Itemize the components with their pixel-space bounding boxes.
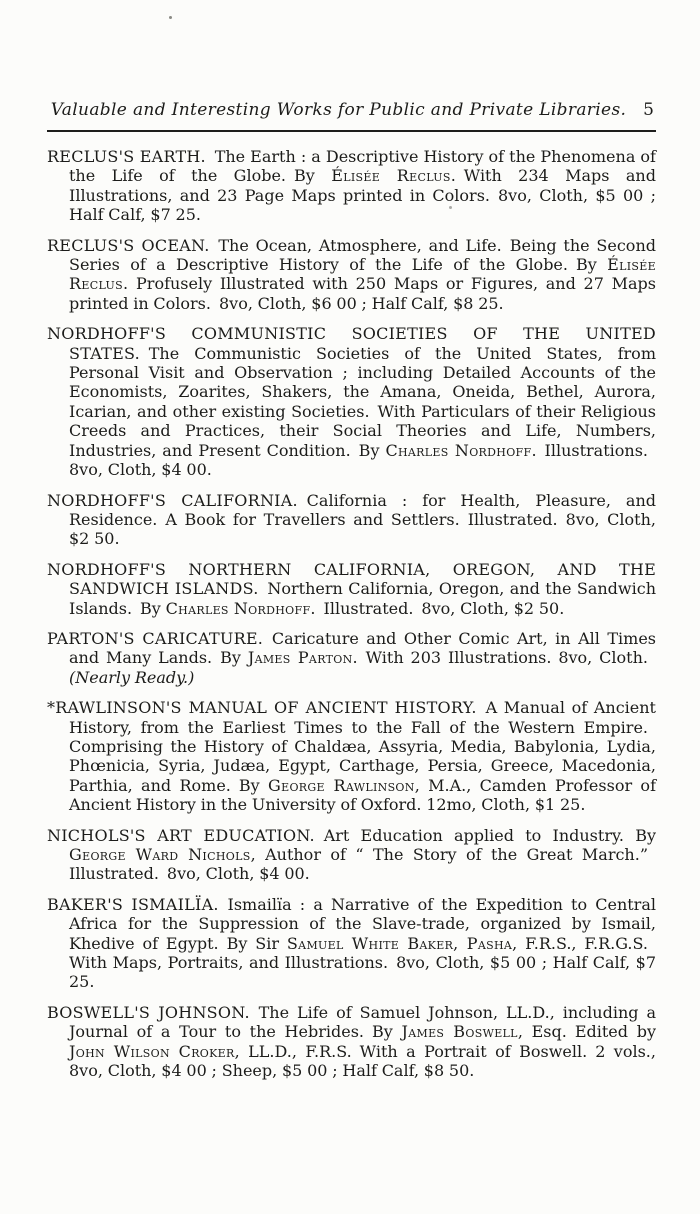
entry-text-segment: The Earth : a Descriptive History of the Phenomena of the Life of the Globe. By: [69, 147, 656, 186]
catalog-entry: [47, 629, 656, 687]
entry-text-segment: Caricature and Other Comic Art, in All Times and Many Lands. By: [69, 628, 657, 668]
entry-text-segment: Charles Nordhoff: [165, 598, 311, 618]
catalog-entry: [47, 147, 656, 225]
entry-title: RECLUS'S OCEAN.: [47, 235, 210, 255]
catalog-entry: [47, 1003, 656, 1081]
catalog-entry: [47, 698, 656, 814]
entry-title: NORDHOFF'S CALIFORNIA.: [47, 490, 298, 510]
catalog-entry: [47, 491, 656, 549]
entry-text-segment: Charles Nordhoff: [385, 440, 532, 460]
entry-title: BOSWELL'S JOHNSON.: [47, 1002, 250, 1022]
entry-text-segment: , Author of “ The Story of the Great March.” Illustrated. 8vo, Cloth, $4 00.: [69, 845, 656, 884]
entries-list: [47, 147, 656, 1080]
catalog-entry: [47, 560, 656, 618]
entry-text-segment: , F.R.S., F.R.G.S. With Maps, Portraits, and Illustrations. 8vo, Cloth, $5 00 ; Half Calf, $7 25.: [69, 933, 656, 992]
entry-title: NICHOLS'S ART EDUCATION.: [47, 825, 315, 845]
entry-text-segment: Élisée Reclus: [331, 166, 451, 186]
entry-text-segment: George Ward Nichols: [69, 845, 251, 864]
entry-text-segment: . With 234 Maps and Illustrations, and 23 Page Maps printed in Colors. 8vo, Cloth, $5 00 ; Half Calf, $7 25.: [69, 166, 656, 225]
entry-text-segment: . With 203 Illustrations. 8vo, Cloth.: [352, 648, 656, 668]
catalog-entry: [47, 236, 656, 314]
entry-title: *RAWLINSON'S MANUAL OF ANCIENT HISTORY.: [47, 698, 477, 718]
entry-text-segment: George Rawlinson: [268, 775, 415, 795]
entry-text-segment: The Communistic Societies of the United States, from Personal Visit and Observation ; including Detailed Accounts of the Economists, Zoarites, Shakers, the Amana, Oneida, Bethel, Aurora, Icarian, and other existing Societies. With Particulars of their Religious Creeds and Practices, their Social Theories and Life, Numbers, Industries, and Present Condition. By: [69, 343, 656, 460]
entry-text-segment: . Illustrations. 8vo, Cloth, $4 00.: [69, 440, 656, 480]
entry-text-segment: California : for Health, Pleasure, and Residence. A Book for Travellers and Settlers. Illustrated. 8vo, Cloth, $2 50.: [69, 490, 657, 549]
entry-text-segment: , LL.D., F.R.S. With a Portrait of Boswell. 2 vols., 8vo, Cloth, $4 00 ; Sheep, $5 00 ; Half Calf, $8 50.: [69, 1041, 656, 1081]
entry-title: NORDHOFF'S COMMUNISTIC SOCIETIES OF THE UNITED STATES.: [47, 324, 656, 363]
entry-text-segment: , M.A., Camden Professor of Ancient History in the University of Oxford. 12mo, Cloth, $1 25.: [69, 775, 656, 815]
running-head: [47, 99, 656, 121]
entry-text-segment: Art Education applied to Industry. By: [323, 825, 656, 845]
entry-text-segment: Élisée Reclus: [69, 255, 656, 294]
entry-title: RECLUS'S EARTH.: [47, 147, 206, 166]
entry-text-segment: The Life of Samuel Johnson, LL.D., including a Journal of a Tour to the Hebrides. By: [69, 1002, 657, 1042]
entry-title: PARTON'S CARICATURE.: [47, 628, 264, 648]
catalog-entry: [47, 895, 656, 992]
entry-text-segment: Samuel White Baker, Pasha: [286, 933, 513, 953]
entry-text-segment: James Boswell: [401, 1022, 518, 1042]
entry-text-segment: Northern California, Oregon, and the Sandwich Islands. By: [69, 579, 656, 618]
catalog-entry: [47, 826, 656, 884]
entry-text-segment: A Manual of Ancient History, from the Earliest Times to the Fall of the Western Empire. Comprising the History of Chaldæa, Assyria, Media, Babylonia, Lydia, Phœnicia, Syria, Judæa, Egypt, Carthage, Persia, Greece, Macedonia, Parthia, and Rome. By: [69, 698, 656, 795]
catalog-entry: [47, 324, 656, 479]
scan-speck: [449, 206, 452, 209]
page-number: 5: [643, 100, 654, 120]
entry-text-segment: . Profusely Illustrated with 250 Maps or Figures, and 27 Maps printed in Colors. 8vo, Cloth, $6 00 ; Half Calf, $8 25.: [69, 274, 656, 313]
entry-text-segment: Ismailïa : a Narrative of the Expedition to Central Africa for the Suppression of the Slave-trade, organized by Ismail, Khedive of Egypt. By Sir: [69, 894, 656, 953]
running-head-title: Valuable and Interesting Works for Public and Private Libraries.: [50, 100, 627, 120]
entry-text-segment: James Parton: [247, 648, 353, 668]
entry-title: NORDHOFF'S NORTHERN CALIFORNIA, OREGON, AND THE SANDWICH ISLANDS.: [47, 559, 656, 599]
entry-text-segment: , Esq. Edited by: [517, 1022, 656, 1042]
entry-text-segment: The Ocean, Atmosphere, and Life. Being the Second Series of a Descriptive History of the Life of the Globe. By: [69, 235, 656, 275]
entry-text-segment: (Nearly Ready.): [69, 667, 195, 687]
entry-text-segment: John Wilson Croker: [69, 1041, 235, 1061]
entry-text-segment: . Illustrated. 8vo, Cloth, $2 50.: [310, 598, 565, 618]
header-rule: [47, 130, 656, 132]
entry-title: BAKER'S ISMAILÏA.: [47, 894, 219, 914]
scan-speck: [169, 16, 172, 19]
